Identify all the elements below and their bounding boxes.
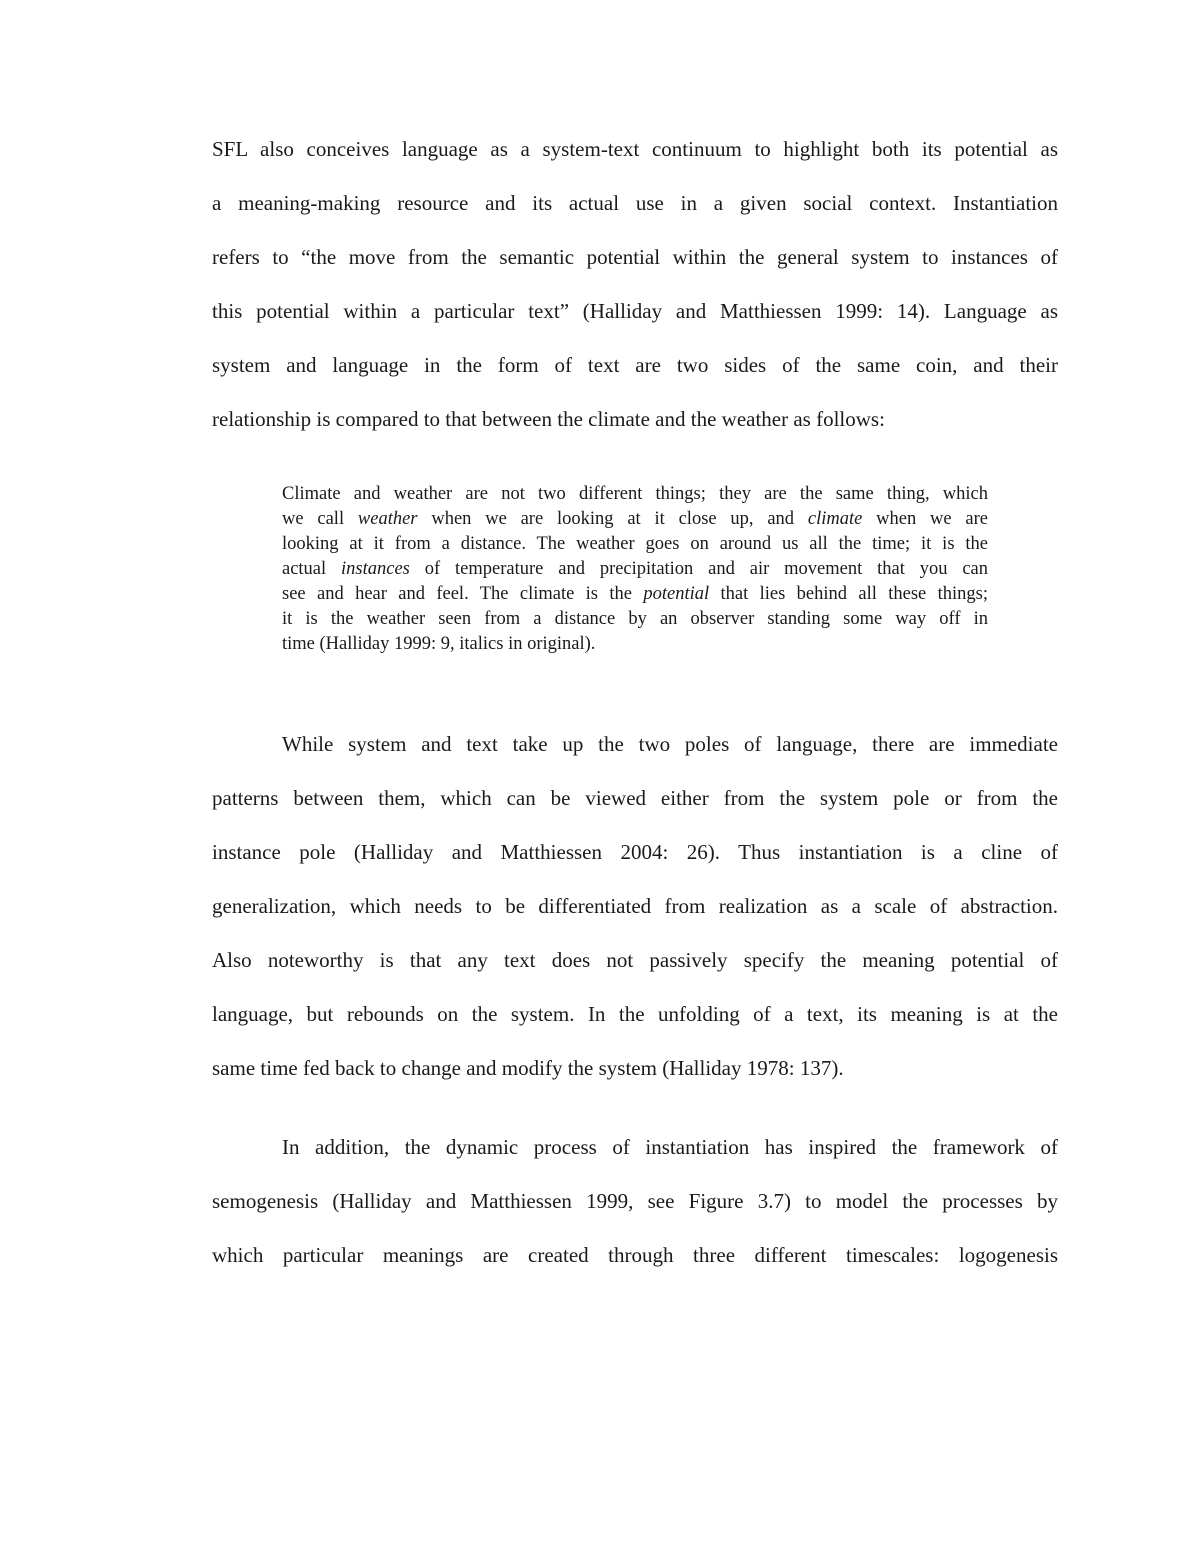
text-line: Also noteworthy is that any text does not passively specify the meaning potential of [212, 948, 1058, 972]
quote-text: actual [282, 559, 342, 579]
paragraph-semogenesis [212, 1120, 1058, 1282]
quote-text: when we are looking at it close up, and [417, 509, 808, 529]
quote-italic-instances: instances [341, 559, 410, 579]
text-line: While system and text take up the two poles of language, there are immediate [282, 732, 1058, 756]
quote-text: that lies behind all these things; [709, 584, 989, 604]
text-line: relationship is compared to that between the climate and the weather as follows: [212, 407, 885, 431]
quote-italic-weather: weather [357, 509, 418, 529]
quote-text: we call [282, 509, 358, 529]
text-line: In addition, the dynamic process of instantiation has inspired the framework of [282, 1135, 1058, 1159]
text-line: same time fed back to change and modify the system (Halliday 1978: 137). [212, 1056, 844, 1080]
paragraph-instantiation-cline [212, 717, 1058, 1095]
quote-line [282, 507, 988, 532]
text-line: patterns between them, which can be viewed either from the system pole or from the [212, 786, 1058, 810]
text-line: which particular meanings are created through three different timescales: logogenesis [212, 1243, 1058, 1267]
text-line: SFL also conceives language as a system-text continuum to highlight both its potential as [212, 137, 1058, 161]
quote-line: time (Halliday 1999: 9, italics in original). [282, 634, 596, 654]
quote-line [282, 557, 988, 582]
quote-line: looking at it from a distance. The weather goes on around us all the time; it is the [282, 534, 988, 554]
quote-line: Climate and weather are not two different things; they are the same thing, which [282, 484, 988, 504]
text-line: system and language in the form of text are two sides of the same coin, and their [212, 353, 1058, 377]
text-line: a meaning-making resource and its actual use in a given social context. Instantiation [212, 191, 1058, 215]
text-line: language, but rebounds on the system. In the unfolding of a text, its meaning is at the [212, 1002, 1058, 1026]
text-line: refers to “the move from the semantic potential within the general system to instances of [212, 245, 1058, 269]
text-line: generalization, which needs to be differentiated from realization as a scale of abstraction. [212, 894, 1058, 918]
quote-italic-climate: climate [807, 509, 863, 529]
block-quote [282, 482, 988, 657]
quote-text: when we are [862, 509, 988, 529]
text-line: instance pole (Halliday and Matthiessen 2004: 26). Thus instantiation is a cline of [212, 840, 1058, 864]
quote-text: see and hear and feel. The climate is the [282, 584, 644, 604]
text-line: this potential within a particular text” (Halliday and Matthiessen 1999: 14). Language as [212, 299, 1058, 323]
quote-line: it is the weather seen from a distance by an observer standing some way off in [282, 609, 988, 629]
paragraph-system-text-continuum [212, 122, 1058, 446]
quote-line [282, 582, 988, 607]
text-line: semogenesis (Halliday and Matthiessen 1999, see Figure 3.7) to model the processes by [212, 1189, 1058, 1213]
quote-text: of temperature and precipitation and air movement that you can [409, 559, 988, 579]
quote-italic-potential: potential [643, 584, 710, 604]
